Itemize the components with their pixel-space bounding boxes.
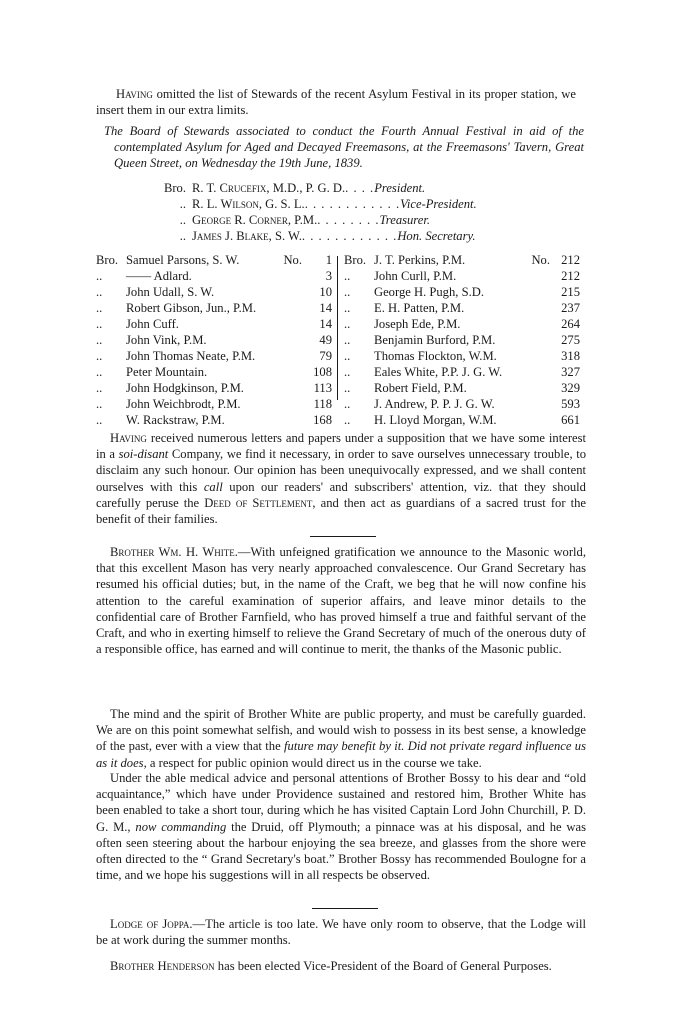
steward-name: John Weichbrodt, P.M.: [126, 397, 241, 411]
officer-name: George R. Corner, P.M.: [192, 213, 318, 227]
company-paragraph: [96, 430, 586, 527]
intro-text: omitted the list of Stewards of the recent Asylum Festival in its proper station, we insert them in our extra limits.: [96, 87, 576, 118]
officer-role: Treasurer.: [379, 213, 430, 227]
company-text-2: Company, we find it necessary, in order to save ourselves unnecessary trouble, to disclaim any such honour. Our opinion has been unequivocally expressed, and we shall content ourselves with this: [96, 447, 586, 494]
steward-name: W. Rackstraw, P.M.: [126, 413, 225, 427]
steward-prefix: ..: [344, 301, 351, 315]
steward-no-label: No.: [283, 253, 302, 267]
steward-prefix: ..: [344, 413, 351, 427]
officer-prefix: Bro.: [163, 181, 186, 195]
white-paragraph-2: [96, 706, 586, 771]
steward-row: [344, 364, 580, 380]
section-rule: [310, 536, 376, 537]
officer-dots: . . . .: [345, 181, 375, 195]
steward-prefix: ..: [96, 269, 103, 283]
steward-lodge-number: 212: [561, 253, 580, 267]
steward-prefix: ..: [96, 381, 103, 395]
steward-prefix: ..: [96, 397, 103, 411]
steward-row: [96, 332, 332, 348]
company-text-4: , and then act as guardians of a sacred trust for the benefit of their families.: [96, 495, 586, 527]
white-lead: Brother Wm. H. White.: [110, 545, 238, 559]
officer-name: James J. Blake, S. W.: [192, 229, 302, 243]
white-paragraph-3: [96, 770, 586, 883]
steward-prefix: ..: [344, 285, 351, 299]
intro-paragraph: [96, 86, 576, 118]
steward-lodge-number: 79: [319, 349, 332, 363]
white-text-2-italic: future may benefit by it. Did not private regard influence us as it does,: [96, 739, 586, 770]
henderson-text: has been elected Vice-President of the Board of General Purposes.: [214, 959, 552, 973]
officer-dots: . . . . . . . . . . . .: [304, 197, 401, 211]
steward-row: [344, 380, 580, 396]
steward-prefix: ..: [344, 349, 351, 363]
steward-name: John Vink, P.M.: [126, 333, 207, 347]
henderson-paragraph: [96, 958, 586, 974]
steward-prefix: ..: [96, 349, 103, 363]
company-soi-disant: soi-disant: [118, 447, 169, 462]
steward-prefix: ..: [96, 285, 103, 299]
steward-name: J. T. Perkins, P.M.: [374, 253, 466, 267]
steward-row: [344, 412, 580, 428]
steward-name: Eales White, P.P. J. G. W.: [374, 365, 503, 379]
steward-row: [344, 348, 580, 364]
steward-row: [344, 300, 580, 316]
steward-row: [96, 364, 332, 380]
steward-name: J. Andrew, P. P. J. G. W.: [374, 397, 495, 411]
company-text-3: upon our readers' and subscribers' attention, viz. that they should carefully peruse the: [96, 479, 586, 510]
steward-lodge-number: 318: [561, 349, 580, 363]
steward-lodge-number: 49: [319, 333, 332, 347]
board-heading: The Board of Stewards associated to conduct the Fourth Annual Festival in aid of the contemplated Asylum for Aged and Decayed Freemasons, at the Freemasons' Tavern, Great Queen Street, on Wednesday the 19th June, 1839.: [104, 124, 584, 171]
officer-dots: . . . . . . . .: [317, 213, 380, 227]
steward-row: [96, 396, 332, 412]
officer-role: Vice-President.: [400, 197, 477, 211]
steward-row: [344, 332, 580, 348]
steward-row: [344, 316, 580, 332]
white-paragraph-1: [96, 544, 586, 657]
steward-name: John Thomas Neate, P.M.: [126, 349, 256, 363]
officer-name: R. L. Wilson, G. S. L.: [192, 197, 305, 211]
white-text-3a: Under the able medical advice and personal attentions of Brother Bossy to his dear and “old acquaintance,” which have under Providence sustained and restored him, Brother White has been enabled to take a short tour, during which he has visited Captain Lord John Churchill, P. D. G. M.,: [96, 771, 586, 834]
steward-name: —— Adlard.: [126, 269, 192, 283]
steward-row: [96, 412, 332, 428]
steward-name: Peter Mountain.: [126, 365, 208, 379]
steward-prefix: ..: [344, 317, 351, 331]
white-text-2b: a respect for public opinion would direct us in the course we take.: [146, 755, 482, 770]
company-call: call: [203, 479, 223, 494]
steward-row: [96, 284, 332, 300]
steward-prefix: Bro.: [344, 253, 367, 267]
company-lead: Having: [110, 431, 147, 445]
steward-row: [344, 396, 580, 412]
officer-prefix: ..: [179, 229, 186, 243]
white-text-3b: the Druid, off Plymouth; a pinnace was at his disposal, and he was often seen steering about the harbour enjoying the sea breeze, and glasses from the shore were often directed to the “ Grand Secretary's boat.” Brother Bossy has recommended Boulogne for a time, and we hope his suggestions will in all respects be observed.: [96, 819, 586, 883]
steward-prefix: ..: [344, 381, 351, 395]
steward-lodge-number: 113: [313, 381, 332, 395]
steward-row: [96, 252, 332, 268]
officer-role: Hon. Secretary.: [397, 229, 476, 243]
steward-name: George H. Pugh, S.D.: [374, 285, 484, 299]
steward-lodge-number: 108: [313, 365, 332, 379]
steward-lodge-number: 215: [561, 285, 580, 299]
steward-lodge-number: 237: [561, 301, 580, 315]
steward-row: [96, 348, 332, 364]
steward-lodge-number: 212: [561, 269, 580, 283]
steward-name: John Udall, S. W.: [126, 285, 215, 299]
steward-row: [96, 268, 332, 284]
company-text-1: received numerous letters and papers under a supposition that we have some interest in a: [96, 431, 586, 462]
officer-prefix: ..: [179, 213, 186, 227]
steward-name: Robert Field, P.M.: [374, 381, 467, 395]
steward-lodge-number: 1: [325, 253, 332, 267]
joppa-paragraph: [96, 916, 586, 948]
steward-prefix: ..: [344, 365, 351, 379]
intro-lead: Having: [116, 87, 153, 101]
officer-row: [142, 228, 542, 244]
stewards-right-column: [344, 252, 580, 428]
steward-prefix: ..: [344, 269, 351, 283]
officers-list: [142, 180, 542, 244]
steward-prefix: ..: [96, 333, 103, 347]
joppa-lead: Lodge of Joppa: [110, 917, 190, 931]
steward-name: Thomas Flockton, W.M.: [374, 349, 497, 363]
steward-prefix: ..: [96, 317, 103, 331]
steward-lodge-number: 275: [561, 333, 580, 347]
steward-name: John Curll, P.M.: [374, 269, 457, 283]
steward-name: Samuel Parsons, S. W.: [126, 253, 240, 267]
steward-name: Joseph Ede, P.M.: [374, 317, 461, 331]
steward-name: John Hodgkinson, P.M.: [126, 381, 244, 395]
officer-name: R. T. Crucefix, M.D., P. G. D.: [192, 181, 346, 195]
steward-name: H. Lloyd Morgan, W.M.: [374, 413, 497, 427]
officer-dots: . . . . . . . . . . . .: [301, 229, 398, 243]
steward-lodge-number: 661: [561, 413, 580, 427]
section-rule: [312, 908, 378, 909]
steward-prefix: ..: [96, 301, 103, 315]
steward-prefix: ..: [344, 333, 351, 347]
white-text-3-italic: now commanding: [135, 819, 227, 834]
steward-name: Benjamin Burford, P.M.: [374, 333, 496, 347]
white-text-2a: The mind and the spirit of Brother White are public property, and must be carefully guarded. We are on this point somewhat selfish, and would wish to possess in its best sense, a knowledge of the past, ever with a view that the: [96, 707, 586, 754]
steward-lodge-number: 593: [561, 397, 580, 411]
steward-row: [96, 300, 332, 316]
steward-lodge-number: 14: [319, 317, 332, 331]
steward-row: [344, 284, 580, 300]
henderson-lead: Brother Henderson: [110, 959, 215, 973]
steward-lodge-number: 168: [313, 413, 332, 427]
stewards-left-column: [96, 252, 332, 428]
steward-lodge-number: 264: [561, 317, 580, 331]
officer-row: [142, 196, 542, 212]
steward-row: [344, 268, 580, 284]
steward-prefix: Bro.: [96, 253, 119, 267]
officer-role: President.: [374, 181, 426, 195]
steward-prefix: ..: [96, 413, 103, 427]
steward-lodge-number: 327: [561, 365, 580, 379]
officer-prefix: ..: [179, 197, 186, 211]
steward-lodge-number: 329: [561, 381, 580, 395]
steward-row: [344, 252, 580, 268]
company-deed: Deed of Settlement: [204, 495, 313, 510]
steward-lodge-number: 3: [325, 269, 332, 283]
steward-name: Robert Gibson, Jun., P.M.: [126, 301, 257, 315]
steward-lodge-number: 10: [319, 285, 332, 299]
steward-name: E. H. Patten, P.M.: [374, 301, 465, 315]
steward-prefix: ..: [344, 397, 351, 411]
joppa-text: .—The article is too late. We have only room to observe, that the Lodge will be at work during the summer months.: [96, 917, 586, 948]
steward-no-label: No.: [531, 253, 550, 267]
steward-row: [96, 316, 332, 332]
officer-row: [142, 212, 542, 228]
steward-lodge-number: 118: [313, 397, 332, 411]
officer-row: [142, 180, 542, 196]
white-text-1: —With unfeigned gratification we announce to the Masonic world, that this excellent Mason has very nearly approached convalescence. Our Grand Secretary has resumed his official duties; but, in the name of the Craft, we beg that he will now confine his attention to the careful examination of superior affairs, and leave minor details to the confidential care of Brother Farnfield, who has proved himself a true and faithful servant of the Craft, and who in exerting himself to relieve the Grand Secretary of much of the onerous duty of a responsible office, has earned and will continue to merit, the thanks of the Masonic public.: [96, 545, 586, 657]
steward-row: [96, 380, 332, 396]
steward-lodge-number: 14: [319, 301, 332, 315]
steward-name: John Cuff.: [126, 317, 179, 331]
column-divider: [337, 256, 338, 400]
steward-prefix: ..: [96, 365, 103, 379]
